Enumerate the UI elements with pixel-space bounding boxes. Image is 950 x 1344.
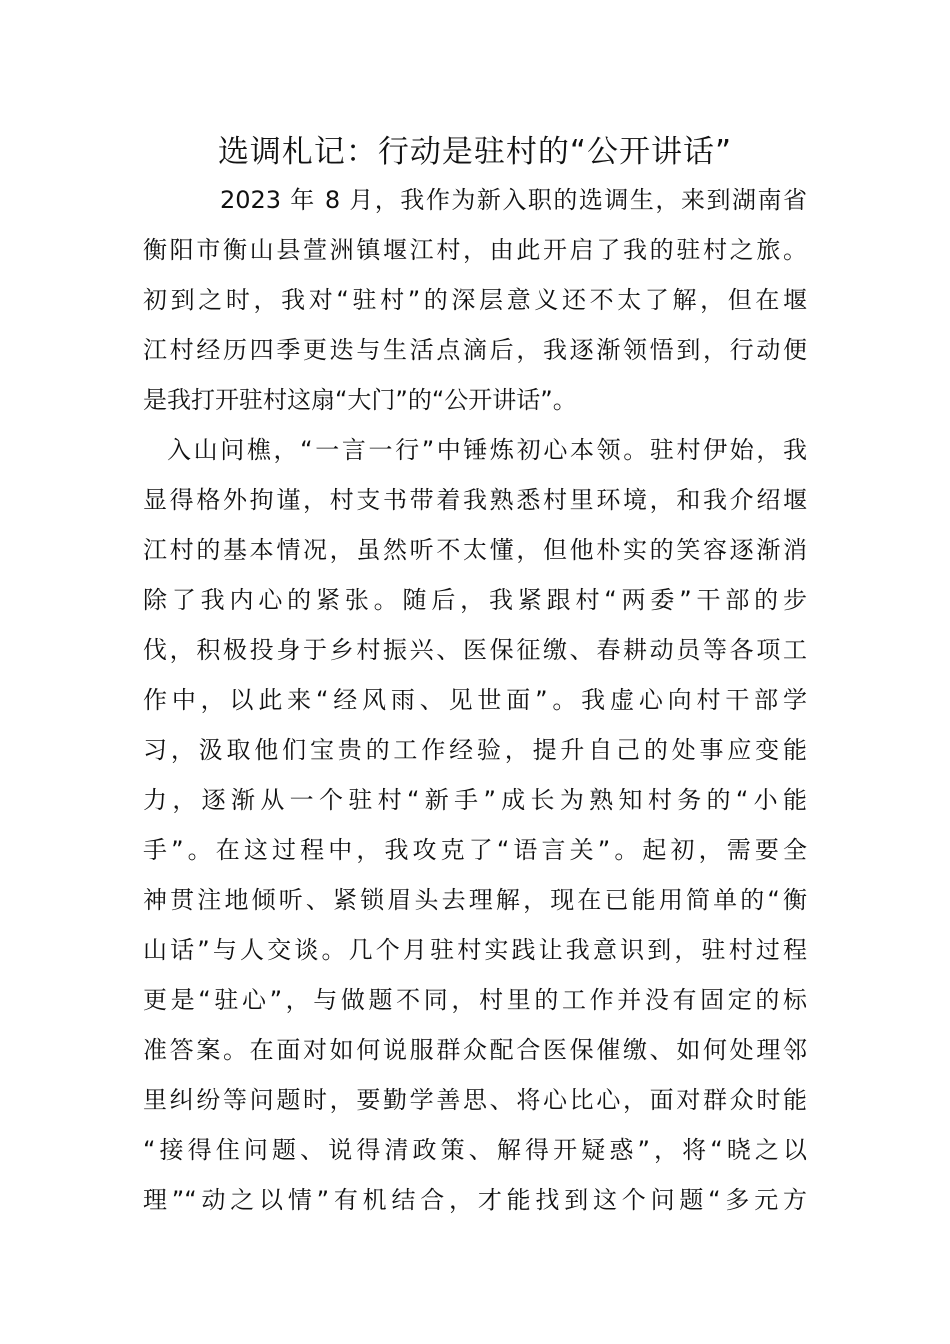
text-line-7: 显得格外拘谨，村支书带着我熟悉村里环境，和我介绍堰	[143, 486, 807, 514]
text-line-12: 习，汲取他们宝贵的工作经验，提升自己的处事应变能	[143, 736, 807, 764]
text-line-16: 山话”与人交谈。几个月驻村实践让我意识到，驻村过程	[143, 936, 807, 964]
text-line-19: 里纠纷等问题时，要勤学善思、将心比心，面对群众时能	[143, 1086, 807, 1114]
text-line-11: 作中，以此来“经风雨、见世面”。我虚心向村干部学	[143, 686, 807, 714]
document-title: 选调札记：行动是驻村的“公开讲话”	[217, 134, 733, 170]
text-line-18: 准答案。在面对如何说服群众配合医保催缴、如何处理邻	[143, 1036, 807, 1064]
text-line-8: 江村的基本情况，虽然听不太懂，但他朴实的笑容逐渐消	[143, 536, 807, 564]
text-line-20: “接得住问题、说得清政策、解得开疑惑”，将“晓之以	[143, 1136, 807, 1164]
text-line-9: 除了我内心的紧张。随后，我紧跟村“两委”干部的步	[143, 586, 807, 614]
text-line-2: 衡阳市衡山县萱洲镇堰江村，由此开启了我的驻村之旅。	[143, 236, 807, 264]
text-line-10: 伐，积极投身于乡村振兴、医保征缴、春耕动员等各项工	[143, 636, 807, 664]
text-line-21: 理”“动之以情”有机结合，才能找到这个问题“多元方	[143, 1186, 807, 1214]
text-line-6: 入山问樵，“一言一行”中锤炼初心本领。驻村伊始，我	[167, 436, 807, 464]
text-line-1: 2023 年 8 月，我作为新入职的选调生，来到湖南省	[220, 186, 807, 214]
text-line-3: 初到之时，我对“驻村”的深层意义还不太了解，但在堰	[143, 286, 807, 314]
text-line-17: 更是“驻心”，与做题不同，村里的工作并没有固定的标	[143, 986, 807, 1014]
text-line-5: 是我打开驻村这扇“大门”的“公开讲话”。	[143, 386, 577, 414]
text-line-15: 神贯注地倾听、紧锁眉头去理解，现在已能用简单的“衡	[143, 886, 807, 914]
text-line-14: 手”。在这过程中，我攻克了“语言关”。起初，需要全	[143, 836, 807, 864]
text-line-4: 江村经历四季更迭与生活点滴后，我逐渐领悟到，行动便	[143, 336, 807, 364]
text-line-13: 力，逐渐从一个驻村“新手”成长为熟知村务的“小能	[143, 786, 807, 814]
